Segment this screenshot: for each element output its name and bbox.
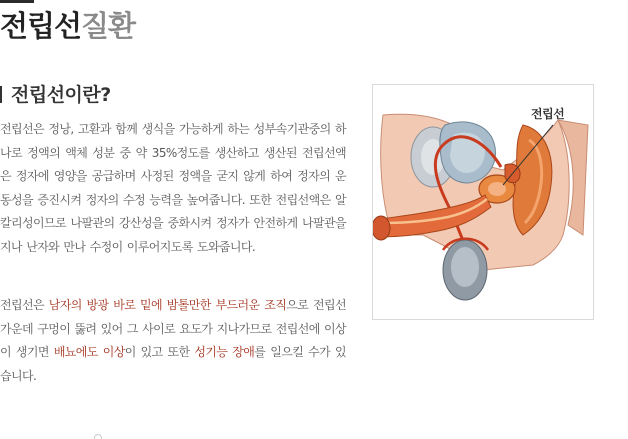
page-title-sub: 질환 — [81, 9, 136, 43]
highlight-sexual-dysfunction: 성기능 장애 — [194, 345, 255, 359]
title-accent-bar — [0, 0, 34, 3]
page-title — [0, 6, 135, 46]
section-heading — [0, 82, 111, 108]
highlight-prostate-location: 남자의 방광 바로 밑에 밤톨만한 부드러운 조직 — [48, 298, 287, 312]
paragraph-text: 으로 전립선 가운데 구멍이 뚫려 있어 그 사이로 요도가 지나가므로 전립선에 이상이 생기면 — [0, 298, 346, 359]
highlight-urination-problem: 배뇨에도 이상 — [53, 345, 125, 359]
description-paragraph-1: 전립선은 정낭, 고환과 함께 생식을 가능하게 하는 성부속기관중의 하나로 정액의 액체 성분 중 약 35%정도를 생산하고 생산된 전립선액은 정자에 영양을 공급하며 사정된 정액을 굳지 않게 하여 정자의 운동성을 증진시켜 정자의 수정 능력을 높여줍니다. 또한 전립선액은 알칼리성이므로 나팔관의 강산성을 중화시켜 정자가 안전하게 나팔관을 지나 난자와 만나 수정이 이루어지도록 도와줍니다. — [0, 122, 346, 254]
section-heading-bar — [0, 86, 2, 103]
section-heading-text: 전립선이란? — [11, 84, 111, 106]
scroll-indicator — [94, 434, 102, 439]
description-paragraph-2 — [0, 294, 346, 388]
paragraph-text: 이 있고 또한 — [124, 345, 195, 359]
prostate-label: 전립선 — [531, 107, 565, 121]
paragraph-text: 전립선은 — [0, 298, 49, 312]
page-title-main: 전립선 — [0, 9, 82, 43]
paragraph-text: 를 일으킬 수가 있습니다. — [0, 345, 346, 383]
prostate-illustration — [372, 84, 594, 320]
